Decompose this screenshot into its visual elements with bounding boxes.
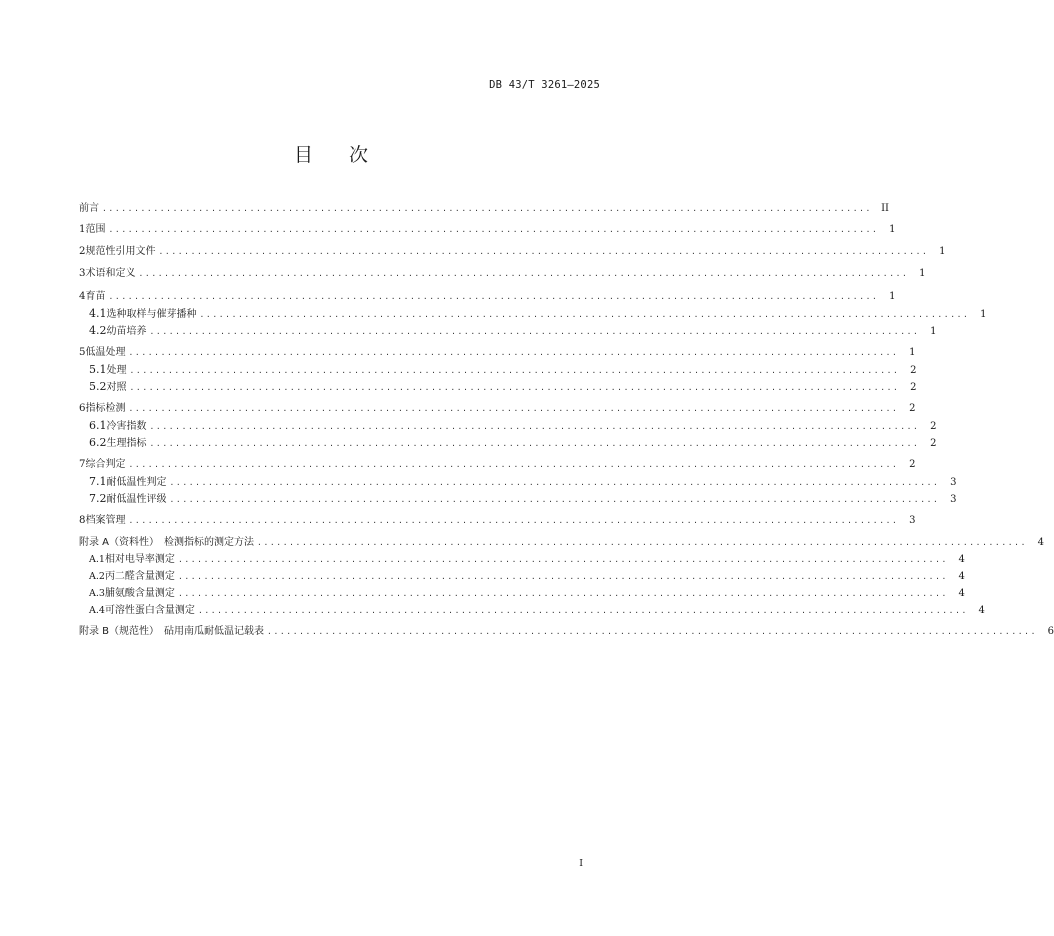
toc-leader: ........................................................................................................................ xyxy=(128,460,899,469)
toc-entry-page: 3 xyxy=(950,477,957,488)
toc-entry-label: 冷害指数 xyxy=(106,421,147,432)
page-title-char-1: 目 xyxy=(293,144,313,166)
toc-entry-label: 附录 B（规范性） 砧用南瓜耐低温记载表 xyxy=(79,626,265,637)
toc-leader: ........................................................................................................................ xyxy=(177,589,948,598)
toc-entry-a-1[interactable] xyxy=(79,551,965,568)
toc-entry-number: 4 xyxy=(79,291,86,302)
toc-entry-label: 对照 xyxy=(106,382,127,393)
toc-entry-label: 选种取样与催芽播种 xyxy=(106,309,197,320)
toc-entry-label: 脯氨酸含量测定 xyxy=(104,588,175,599)
toc-entry-label: 耐低温性判定 xyxy=(106,477,167,488)
toc-entry-6[interactable] xyxy=(79,400,916,417)
toc-entry-label: 耐低温性评级 xyxy=(106,494,167,505)
toc-entry-number: 1 xyxy=(79,224,86,235)
toc-entry-number: 8 xyxy=(79,515,86,526)
toc-entry-page: 3 xyxy=(909,515,916,526)
toc-entry-annex-b[interactable] xyxy=(79,623,1054,640)
toc-leader: ........................................................................................................................ xyxy=(149,422,920,431)
toc-leader: ........................................................................................................................ xyxy=(257,538,1027,547)
toc-entry-number: 6 xyxy=(79,403,86,414)
toc-leader: ........................................................................................................................ xyxy=(169,495,940,504)
toc-entry-number: 5 xyxy=(79,347,86,358)
toc-entry-label: 前言 xyxy=(79,203,99,214)
toc-leader: ........................................................................................................................ xyxy=(102,204,872,213)
toc-entry-7-2[interactable] xyxy=(79,490,957,507)
toc-entry-5-1[interactable] xyxy=(79,361,917,378)
toc-entry-number: 6.2 xyxy=(89,436,107,449)
toc-entry-label: 低温处理 xyxy=(85,347,126,358)
toc-leader: ........................................................................................................................ xyxy=(158,247,929,256)
page-number: I xyxy=(579,858,583,869)
toc-entry-page: 4 xyxy=(978,605,985,616)
toc-entry-number: 7.1 xyxy=(89,475,107,488)
toc-entry-number: 7 xyxy=(79,459,86,470)
toc-entry-page: 2 xyxy=(930,421,937,432)
toc-entry-a-3[interactable] xyxy=(79,585,965,602)
toc-leader: ........................................................................................................................ xyxy=(129,383,900,392)
toc-entry-label: 范围 xyxy=(85,224,106,235)
toc-entry-5[interactable] xyxy=(79,344,916,361)
toc-entry-page: 3 xyxy=(950,494,957,505)
toc-entry-label: 育苗 xyxy=(85,291,106,302)
toc-entry-page: 2 xyxy=(909,403,916,414)
toc-entry-2[interactable] xyxy=(79,243,946,260)
toc-entry-page: 1 xyxy=(919,268,926,279)
toc-leader: ........................................................................................................................ xyxy=(267,627,1038,636)
toc-entry-label: 生理指标 xyxy=(106,438,147,449)
toc-entry-number: 5.1 xyxy=(89,363,107,376)
toc-entry-6-2[interactable] xyxy=(79,434,937,451)
toc-entry-4-1[interactable] xyxy=(79,305,987,322)
toc-entry-label: 处理 xyxy=(106,365,127,376)
toc-leader: ........................................................................................................................ xyxy=(128,348,899,357)
toc-entry-6-1[interactable] xyxy=(79,417,937,434)
toc-entry-number: 6.1 xyxy=(89,419,107,432)
toc-entry-5-2[interactable] xyxy=(79,378,917,395)
toc-leader: ........................................................................................................................ xyxy=(149,439,920,448)
toc-entry-number: 4.2 xyxy=(89,324,107,337)
toc-leader: ........................................................................................................................ xyxy=(129,366,900,375)
toc-entry-page: 1 xyxy=(889,224,896,235)
toc-entry-a-4[interactable] xyxy=(79,602,985,619)
toc-leader: ........................................................................................................................ xyxy=(108,292,879,301)
page-title xyxy=(0,140,662,167)
toc-entry-3[interactable] xyxy=(79,265,926,282)
toc-entry-foreword[interactable] xyxy=(79,200,889,217)
toc-entry-label: 丙二醛含量测定 xyxy=(104,571,175,582)
toc-entry-number: A.2 xyxy=(89,571,105,582)
toc-leader: ........................................................................................................................ xyxy=(128,404,899,413)
toc-entry-number: A.3 xyxy=(89,588,105,599)
toc-leader: ........................................................................................................................ xyxy=(177,572,948,581)
toc-entry-label: 术语和定义 xyxy=(85,268,136,279)
toc-entry-label: 档案管理 xyxy=(85,515,126,526)
toc-entry-label: 附录 A（资料性） 检测指标的测定方法 xyxy=(79,537,255,548)
toc-entry-number: 2 xyxy=(79,246,86,257)
toc-leader: ........................................................................................................................ xyxy=(199,310,970,319)
toc-leader: ........................................................................................................................ xyxy=(177,555,948,564)
toc-entry-4-2[interactable] xyxy=(79,322,937,339)
toc-entry-page: 4 xyxy=(958,554,965,565)
toc-leader: ........................................................................................................................ xyxy=(108,225,879,234)
toc-entry-label: 规范性引用文件 xyxy=(85,246,156,257)
toc-entry-page: 1 xyxy=(930,326,937,337)
toc-entry-page: II xyxy=(881,203,889,214)
toc-leader: ........................................................................................................................ xyxy=(149,327,920,336)
toc-entry-number: 3 xyxy=(79,268,86,279)
toc-entry-a-2[interactable] xyxy=(79,568,965,585)
toc-entry-7-1[interactable] xyxy=(79,473,957,490)
toc-entry-number: 5.2 xyxy=(89,380,107,393)
toc-leader: ........................................................................................................................ xyxy=(197,606,968,615)
toc-entry-page: 1 xyxy=(939,246,946,257)
toc-entry-1[interactable] xyxy=(79,221,896,238)
toc-entry-8[interactable] xyxy=(79,512,916,529)
toc-entry-page: 2 xyxy=(909,459,916,470)
toc-entry-page: 1 xyxy=(909,347,916,358)
toc-entry-4[interactable] xyxy=(79,288,896,305)
toc-leader: ........................................................................................................................ xyxy=(169,478,940,487)
toc-entry-page: 4 xyxy=(958,571,965,582)
toc-entry-number: A.1 xyxy=(89,554,105,565)
toc-entry-page: 2 xyxy=(910,382,917,393)
toc-entry-page: 4 xyxy=(1037,537,1044,548)
toc-entry-page: 6 xyxy=(1047,626,1054,637)
toc-entry-label: 指标检测 xyxy=(85,403,126,414)
toc-entry-page: 1 xyxy=(889,291,896,302)
toc-entry-page: 4 xyxy=(958,588,965,599)
toc-entry-number: 4.1 xyxy=(89,307,107,320)
toc-entry-page: 2 xyxy=(930,438,937,449)
toc-entry-page: 2 xyxy=(910,365,917,376)
toc-entry-label: 综合判定 xyxy=(85,459,126,470)
toc-entry-page: 1 xyxy=(980,309,987,320)
toc-leader: ........................................................................................................................ xyxy=(138,269,909,278)
toc-entry-label: 幼苗培养 xyxy=(106,326,147,337)
toc-entry-number: 7.2 xyxy=(89,492,107,505)
toc-entry-7[interactable] xyxy=(79,456,916,473)
toc-entry-annex-a[interactable] xyxy=(79,534,1044,551)
toc-leader: ........................................................................................................................ xyxy=(128,516,899,525)
page-title-char-2: 次 xyxy=(349,144,369,166)
toc-entry-label: 相对电导率测定 xyxy=(104,554,175,565)
document-code: DB 43/T 3261—2025 xyxy=(489,79,600,91)
toc-entry-label: 可溶性蛋白含量测定 xyxy=(104,605,195,616)
toc-entry-number: A.4 xyxy=(89,605,105,616)
